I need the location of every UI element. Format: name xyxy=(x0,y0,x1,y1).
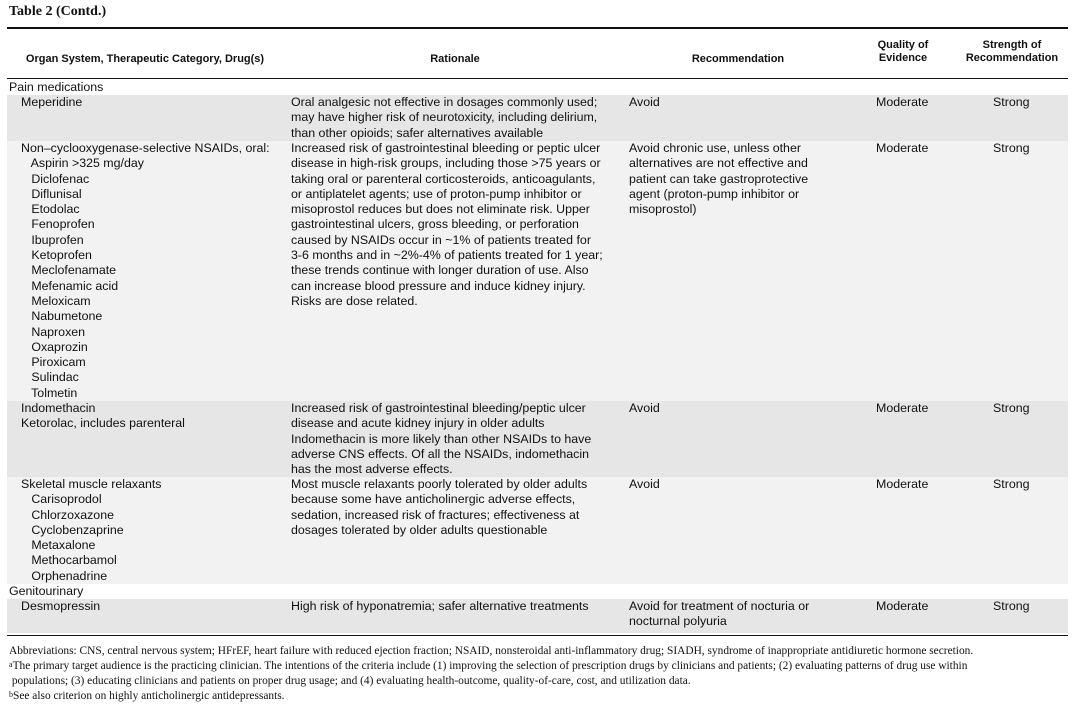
row-nsaids-drugs: Non–cyclooxygenase-selective NSAIDs, oral: Aspirin >325 mg/day Diclofenac Diflunisal Etodolac Fenoprofen Ibuprofen Ketoprofen Meclofenamate Mefenamic acid Meloxicam Nabumetone Naproxen Oxaprozin Piroxicam Sulindac Tolmetin xyxy=(21,141,270,400)
row-meperidine-drug: Meperidine xyxy=(21,95,83,109)
row-muscle-relaxants-drugs: Skeletal muscle relaxants Carisoprodol Chlorzoxazone Cyclobenzaprine Metaxalone Methocarbamol Orphenadrine xyxy=(21,477,162,583)
row-muscle-relaxants-rationale: Most muscle relaxants poorly tolerated by older adults because some have anticholinergic adverse effects, sedation, increased risk of fractures; effectiveness at dosages tolerated by older adults questionable xyxy=(291,477,588,537)
table-top-rule xyxy=(7,27,1068,29)
row-indomethacin-quality: Moderate xyxy=(876,401,929,415)
footnote-b xyxy=(9,689,285,704)
row-meperidine-quality: Moderate xyxy=(876,95,929,109)
table-caption: Table 2 (Contd.) xyxy=(9,4,107,19)
row-indomethacin-drugs: Indomethacin Ketorolac, includes parenteral xyxy=(21,401,185,431)
row-desmopressin-drug: Desmopressin xyxy=(21,599,101,613)
section-genitourinary: Genitourinary xyxy=(9,584,84,598)
header-bottom-rule xyxy=(7,78,1068,79)
header-rationale: Rationale xyxy=(430,53,480,65)
footnote-b-marker: b xyxy=(9,690,13,699)
header-recommendation: Recommendation xyxy=(691,53,785,65)
section-pain-medications: Pain medications xyxy=(9,80,104,94)
footnote-a xyxy=(9,659,967,689)
header-strength-of-recommendation: Strength of Recommendation xyxy=(965,39,1059,64)
row-nsaids-strength: Strong xyxy=(993,141,1030,155)
row-desmopressin-rationale: High risk of hyponatremia; safer alternative treatments xyxy=(291,599,589,613)
row-desmopressin-strength: Strong xyxy=(993,599,1030,613)
row-nsaids-recommendation: Avoid chronic use, unless other alternatives are not effective and patient can take gastroprotective agent (proton-pump inhibitor or misoprostol) xyxy=(629,141,809,217)
row-muscle-relaxants-quality: Moderate xyxy=(876,477,929,491)
row-indomethacin-rationale: Increased risk of gastrointestinal bleeding/peptic ulcer disease and acute kidney injury in older adults Indomethacin is more likely than other NSAIDs to have adverse CNS effects. Of all the NSAIDs, indomethacin has the most adverse effects. xyxy=(291,401,592,477)
header-organ-system: Organ System, Therapeutic Category, Drug(s) xyxy=(25,53,265,65)
footnote-a-text: The primary target audience is the practicing clinician. The intentions of the criteria include (1) improving the selection of prescription drugs by clinicians and patients; (2) evaluating patterns of drug use within populations; (3) educating clinicians and patients on proper drug usage; and (4) evaluating health-outcome, quality-of-care, cost, and utilization data. xyxy=(11,660,968,687)
row-nsaids-quality: Moderate xyxy=(876,141,929,155)
footnote-abbreviations: Abbreviations: CNS, central nervous system; HFrEF, heart failure with reduced ejection fraction; NSAID, nonsteroidal anti-inflammatory drug; SIADH, syndrome of inappropriate antidiuretic hormone secretion. xyxy=(9,645,974,657)
row-meperidine-rationale: Oral analgesic not effective in dosages commonly used; may have higher risk of neurotoxicity, including delirium, than other opioids; safer alternatives available xyxy=(291,95,598,140)
row-meperidine-recommendation: Avoid xyxy=(629,95,660,109)
header-quality-of-evidence: Quality of Evidence xyxy=(877,39,929,64)
footnote-b-text: See also criterion on highly anticholinergic antidepressants. xyxy=(13,690,285,702)
row-nsaids-rationale: Increased risk of gastrointestinal bleeding or peptic ulcer disease in high-risk groups, including those >75 years or taking oral or parenteral corticosteroids, anticoagulants, or antiplatelet agents; use of proton-pump inhibitor or misoprostol reduces but does not eliminate risk. Upper gastrointestinal ulcers, gross bleeding, or perforation caused by NSAIDs occur in ~1% of patients treated for 3-6 months and in ~2%-4% of patients treated for 1 year; these trends continue with longer duration of use. Also can increase blood pressure and induce kidney injury. Risks are dose related. xyxy=(291,141,603,308)
table-bottom-rule xyxy=(7,635,1068,636)
row-desmopressin-quality: Moderate xyxy=(876,599,929,613)
row-muscle-relaxants-recommendation: Avoid xyxy=(629,477,660,491)
row-muscle-relaxants-strength: Strong xyxy=(993,477,1030,491)
row-meperidine-strength: Strong xyxy=(993,95,1030,109)
row-indomethacin-strength: Strong xyxy=(993,401,1030,415)
footnote-a-marker: a xyxy=(9,660,13,669)
row-desmopressin-recommendation: Avoid for treatment of nocturia or nocturnal polyuria xyxy=(629,599,810,629)
row-indomethacin-recommendation: Avoid xyxy=(629,401,660,415)
